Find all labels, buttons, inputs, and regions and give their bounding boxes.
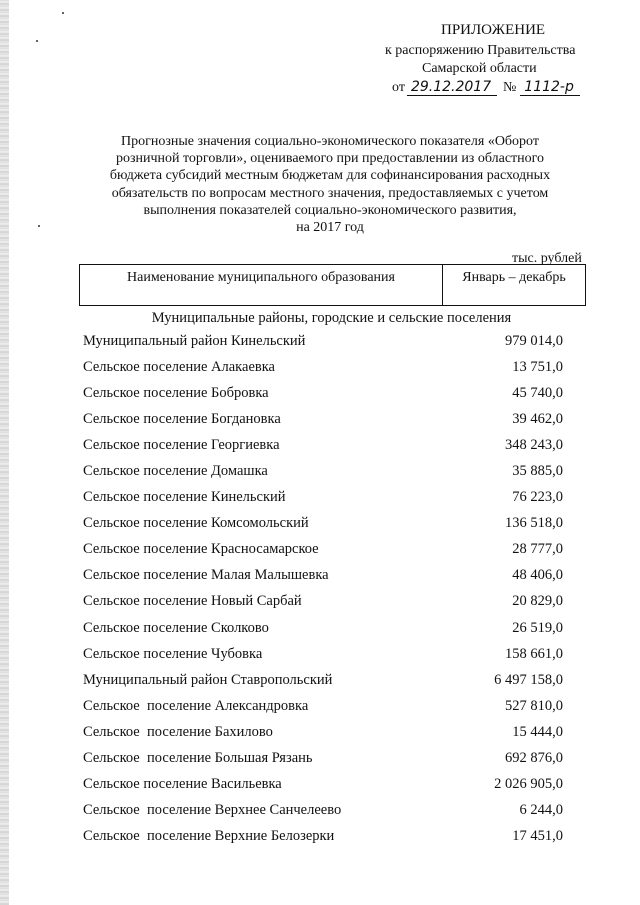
- table-row: [83, 802, 583, 828]
- row-name: Сельское поселение Верхние Белозерки: [83, 827, 335, 844]
- from-label: от: [392, 80, 405, 95]
- table-row: [83, 724, 583, 750]
- row-name: Сельское поселение Чубовка: [83, 645, 263, 662]
- row-value: 158 661,0: [505, 645, 563, 662]
- table-body: [83, 333, 583, 854]
- row-name: Сельское поселение Верхнее Санчелеево: [83, 801, 342, 818]
- order-number-handwritten: 1112-р: [520, 80, 580, 96]
- row-value: 28 777,0: [512, 541, 563, 558]
- row-name: Сельское поселение Домашка: [83, 463, 268, 480]
- table-row: [83, 567, 583, 593]
- row-value: 348 243,0: [505, 437, 563, 454]
- units-label: тыс. рублей: [512, 251, 582, 266]
- table-row: [83, 750, 583, 776]
- table-row: [83, 646, 583, 672]
- table-row: [83, 776, 583, 802]
- row-value: 6 497 158,0: [494, 671, 563, 688]
- table-row: [83, 515, 583, 541]
- caption-line: розничной торговли», оцениваемого при предоставлении из областного: [115, 151, 545, 167]
- column-header-name: Наименование муниципального образования: [80, 265, 443, 305]
- column-header-period: Январь – декабрь: [462, 270, 566, 285]
- scan-edge: [0, 0, 9, 905]
- row-value: 76 223,0: [512, 489, 563, 506]
- row-value: 39 462,0: [512, 411, 563, 428]
- row-name: Сельское поселение Комсомольский: [83, 515, 309, 532]
- caption-line: обязательств по вопросам местного значения, предоставляемых с учетом: [111, 185, 549, 201]
- row-value: 136 518,0: [505, 515, 563, 532]
- caption-line: Прогнозные значения социально-экономического показателя «Оборот: [121, 134, 539, 149]
- caption-line: выполнения показателей социально-экономического развития,: [143, 202, 517, 218]
- row-value: 17 451,0: [512, 827, 563, 844]
- row-name: Сельское поселение Георгиевка: [83, 437, 280, 454]
- appendix-title: ПРИЛОЖЕНИЕ: [441, 22, 546, 38]
- scan-speck: [38, 225, 40, 227]
- table-row: [83, 385, 583, 411]
- table-row: [83, 698, 583, 724]
- row-value: 13 751,0: [512, 359, 563, 376]
- row-value: 35 885,0: [512, 463, 563, 480]
- row-name: Сельское поселение Бахилово: [83, 723, 273, 740]
- row-value: 527 810,0: [505, 697, 563, 714]
- table-row: [83, 333, 583, 359]
- number-label: №: [502, 80, 517, 95]
- document-caption: [80, 133, 580, 236]
- table-row: [83, 828, 583, 854]
- table-row: [83, 437, 583, 463]
- section-title: Муниципальные районы, городские и сельские поселения: [151, 310, 512, 326]
- row-value: 692 876,0: [505, 749, 563, 766]
- row-name: Сельское поселение Большая Рязань: [83, 749, 313, 766]
- table-row: [83, 489, 583, 515]
- scan-speck: [62, 12, 64, 14]
- order-reference: [392, 80, 580, 96]
- row-name: Муниципальный район Кинельский: [83, 333, 306, 349]
- row-value: 2 026 905,0: [494, 775, 563, 792]
- order-date-handwritten: 29.12.2017: [407, 80, 497, 96]
- table-header: [79, 264, 586, 306]
- row-name: Сельское поселение Сколково: [83, 619, 269, 636]
- row-name: Сельское поселение Бобровка: [83, 385, 269, 402]
- table-row: [83, 541, 583, 567]
- row-value: 979 014,0: [505, 333, 563, 349]
- row-value: 48 406,0: [512, 567, 563, 584]
- row-name: Сельское поселение Кинельский: [83, 489, 286, 506]
- row-name: Сельское поселение Александровка: [83, 697, 309, 714]
- table-row: [83, 411, 583, 437]
- table-row: [83, 359, 583, 385]
- appendix-subtitle-line-1: к распоряжению Правительства: [385, 43, 576, 58]
- row-name: Сельское поселение Малая Малышевка: [83, 567, 329, 584]
- row-name: Сельское поселение Богдановка: [83, 411, 281, 428]
- row-name: Сельское поселение Алакаевка: [83, 359, 275, 376]
- caption-line: бюджета субсидий местным бюджетам для софинансирования расходных: [109, 168, 551, 184]
- row-value: 26 519,0: [512, 619, 563, 636]
- row-name: Сельское поселение Васильевка: [83, 775, 282, 792]
- row-value: 15 444,0: [512, 723, 563, 740]
- row-name: Муниципальный район Ставропольский: [83, 671, 333, 688]
- row-value: 20 829,0: [512, 593, 563, 610]
- table-row: [83, 463, 583, 489]
- row-name: Сельское поселение Красносамарское: [83, 541, 319, 558]
- table-row: [83, 620, 583, 646]
- caption-line: на 2017 год: [296, 220, 364, 236]
- row-value: 6 244,0: [519, 801, 563, 818]
- scan-speck: [36, 40, 38, 42]
- row-name: Сельское поселение Новый Сарбай: [83, 593, 302, 610]
- table-row: [83, 593, 583, 619]
- row-value: 45 740,0: [512, 385, 563, 402]
- appendix-subtitle-line-2: Самарской области: [422, 61, 537, 76]
- table-row: [83, 672, 583, 698]
